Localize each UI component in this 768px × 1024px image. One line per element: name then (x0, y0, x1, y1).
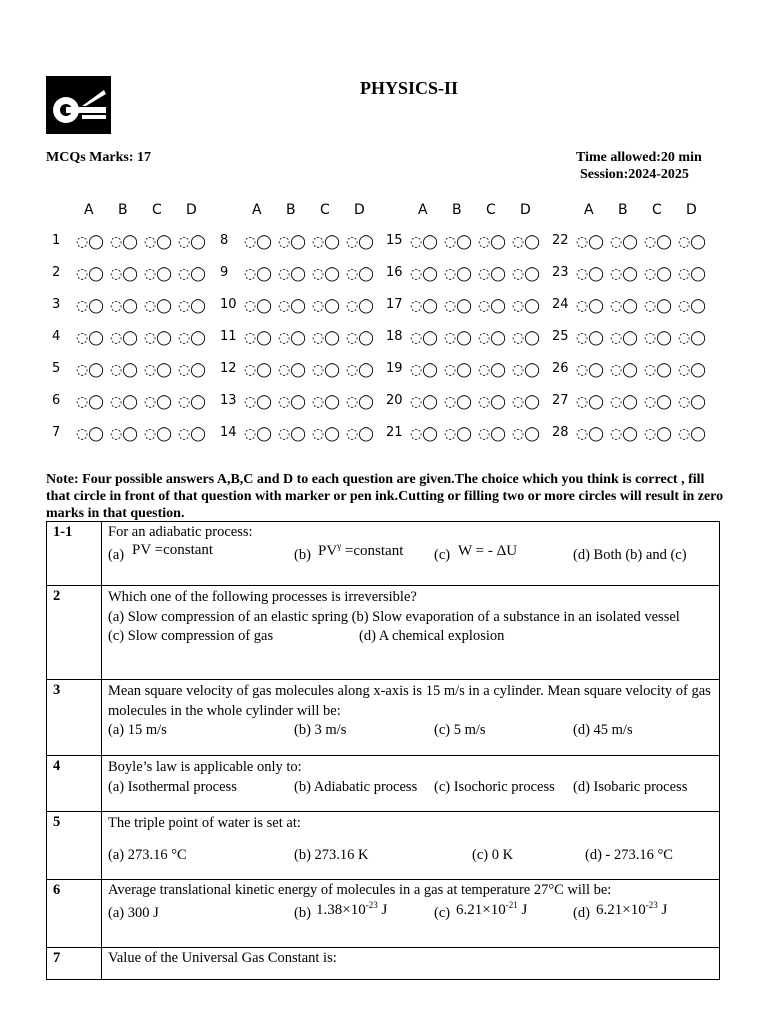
answer-bubble-c[interactable]: ◌◯ (478, 330, 506, 346)
question-row (47, 522, 720, 586)
answer-bubble-c[interactable]: ◌◯ (478, 234, 506, 250)
answer-bubble-d[interactable]: ◌◯ (178, 298, 206, 314)
answer-bubble-c[interactable]: ◌◯ (312, 234, 340, 250)
answer-bubble-d[interactable]: ◌◯ (346, 426, 374, 442)
answer-bubble-b[interactable]: ◌◯ (610, 394, 638, 410)
option-b: (b) 3 m/s (294, 722, 347, 738)
answer-bubble-d[interactable]: ◌◯ (512, 234, 540, 250)
answer-bubble-a[interactable]: ◌◯ (76, 362, 104, 378)
option-c: (c) Slow compression of gas (108, 628, 274, 644)
marks-label: MCQs Marks: 17 (46, 150, 151, 165)
answer-bubble-a[interactable]: ◌◯ (76, 266, 104, 282)
answer-bubble-a[interactable]: ◌◯ (410, 394, 438, 410)
answer-bubble-d[interactable]: ◌◯ (678, 394, 706, 410)
answer-bubble-a[interactable]: ◌◯ (244, 394, 272, 410)
answer-question-number: 28 (552, 425, 569, 440)
answer-bubble-a[interactable]: ◌◯ (410, 426, 438, 442)
answer-bubble-b[interactable]: ◌◯ (110, 234, 138, 250)
option-header-b: B (286, 202, 296, 218)
answer-bubble-a[interactable]: ◌◯ (244, 234, 272, 250)
answer-bubble-b[interactable]: ◌◯ (278, 394, 306, 410)
answer-bubble-c[interactable]: ◌◯ (644, 426, 672, 442)
answer-question-number: 24 (552, 297, 569, 312)
options-line: (a) Slow compression of an elastic spring (b) Slow evaporation of a substance in an isolated vessel (108, 608, 680, 625)
answer-bubble-b[interactable]: ◌◯ (278, 234, 306, 250)
answer-bubble-d[interactable]: ◌◯ (512, 362, 540, 378)
answer-question-number: 6 (52, 393, 61, 408)
answer-bubble-b[interactable]: ◌◯ (444, 266, 472, 282)
answer-bubble-b[interactable]: ◌◯ (278, 298, 306, 314)
option-b: (b) 273.16 K (294, 846, 369, 863)
question-row (47, 948, 720, 980)
option-c: (c) W = - ΔU (434, 543, 518, 563)
answer-bubble-b[interactable]: ◌◯ (444, 394, 472, 410)
answer-bubble-d[interactable]: ◌◯ (678, 234, 706, 250)
option-header-c: C (486, 202, 496, 218)
answer-bubble-d[interactable]: ◌◯ (346, 234, 374, 250)
question-text: The triple point of water is set at: (108, 815, 301, 831)
answer-bubble-a[interactable]: ◌◯ (76, 298, 104, 314)
answer-bubble-c[interactable]: ◌◯ (144, 330, 172, 346)
answer-question-number: 20 (386, 393, 403, 408)
option-d: (d) - 273.16 °C (585, 846, 673, 863)
answer-bubble-b[interactable]: ◌◯ (610, 426, 638, 442)
question-number: 1-1 (47, 522, 102, 586)
answer-question-number: 11 (220, 329, 237, 344)
answer-bubble-b[interactable]: ◌◯ (110, 266, 138, 282)
answer-bubble-c[interactable]: ◌◯ (144, 426, 172, 442)
answer-bubble-c[interactable]: ◌◯ (644, 362, 672, 378)
answer-question-number: 1 (52, 233, 61, 248)
question-row (47, 756, 720, 812)
answer-bubble-a[interactable]: ◌◯ (576, 426, 604, 442)
option-a: (a) 273.16 °C (108, 846, 187, 863)
answer-bubble-c[interactable]: ◌◯ (478, 394, 506, 410)
answer-bubble-d[interactable]: ◌◯ (178, 394, 206, 410)
answer-bubble-b[interactable]: ◌◯ (444, 298, 472, 314)
option-b: (b) (294, 905, 311, 921)
option-a: (a) PV =constant (108, 542, 214, 563)
option-d: (d) A chemical explosion (359, 628, 505, 644)
answer-bubble-c[interactable]: ◌◯ (644, 330, 672, 346)
option-c: (c) 0 K (472, 846, 514, 863)
option-b: (b) Adiabatic process (294, 778, 418, 795)
option-header-b: B (452, 202, 462, 218)
option-header-d: D (186, 202, 197, 218)
answer-bubble-a[interactable]: ◌◯ (244, 362, 272, 378)
option-b-formula: $1.38\times 10^{-23}$ J (316, 900, 388, 918)
answer-bubble-a[interactable]: ◌◯ (244, 298, 272, 314)
answer-bubble-a[interactable]: ◌◯ (244, 426, 272, 442)
answer-bubble-c[interactable]: ◌◯ (478, 362, 506, 378)
answer-bubble-b[interactable]: ◌◯ (444, 362, 472, 378)
option-d: (d) (573, 905, 590, 921)
answer-bubble-a[interactable]: ◌◯ (410, 266, 438, 282)
answer-bubble-d[interactable]: ◌◯ (512, 266, 540, 282)
option-d: (d) Both (b) and (c) (573, 547, 687, 563)
question-number: 5 (47, 812, 102, 880)
answer-bubble-a[interactable]: ◌◯ (410, 362, 438, 378)
answer-bubble-d[interactable]: ◌◯ (678, 266, 706, 282)
option-a: (a) 15 m/s (108, 722, 167, 738)
answer-bubble-c[interactable]: ◌◯ (644, 266, 672, 282)
option-header-b: B (618, 202, 628, 218)
answer-question-number: 8 (220, 233, 229, 248)
answer-bubble-b[interactable]: ◌◯ (110, 362, 138, 378)
option-header-a: A (252, 202, 262, 218)
question-text: For an adiabatic process: (108, 524, 253, 540)
answer-bubble-c[interactable]: ◌◯ (312, 426, 340, 442)
question-text: Value of the Universal Gas Constant is: (108, 950, 337, 966)
question-row (47, 586, 720, 680)
answer-question-number: 16 (386, 265, 403, 280)
answer-bubble-d[interactable]: ◌◯ (512, 330, 540, 346)
answer-bubble-c[interactable]: ◌◯ (478, 298, 506, 314)
answer-bubble-d[interactable]: ◌◯ (178, 330, 206, 346)
option-header-c: C (152, 202, 162, 218)
answer-question-number: 4 (52, 329, 61, 344)
answer-question-number: 18 (386, 329, 403, 344)
answer-bubble-d[interactable]: ◌◯ (346, 330, 374, 346)
answer-bubble-b[interactable]: ◌◯ (278, 362, 306, 378)
option-d: (d) 45 m/s (573, 722, 633, 738)
answer-bubble-b[interactable]: ◌◯ (444, 234, 472, 250)
answer-bubble-a[interactable]: ◌◯ (410, 234, 438, 250)
answer-question-number: 13 (220, 393, 237, 408)
question-row (47, 812, 720, 880)
answer-bubble-b[interactable]: ◌◯ (444, 330, 472, 346)
question-number: 4 (47, 756, 102, 812)
question-number: 3 (47, 680, 102, 756)
option-header-d: D (520, 202, 531, 218)
answer-bubble-a[interactable]: ◌◯ (76, 234, 104, 250)
answer-bubble-c[interactable]: ◌◯ (144, 362, 172, 378)
answer-bubble-b[interactable]: ◌◯ (278, 266, 306, 282)
answer-question-number: 5 (52, 361, 61, 376)
question-text: Average translational kinetic energy of molecules in a gas at temperature 27°C will be: (108, 882, 612, 898)
answer-bubble-a[interactable]: ◌◯ (576, 362, 604, 378)
answer-bubble-b[interactable]: ◌◯ (110, 426, 138, 442)
answer-bubble-a[interactable]: ◌◯ (244, 330, 272, 346)
option-d-formula: $6.21\times 10^{-23}$ J (596, 900, 668, 918)
question-text: Boyle’s law is applicable only to: (108, 759, 302, 775)
option-a: (a) 300 J (108, 905, 159, 921)
answer-bubble-b[interactable]: ◌◯ (610, 298, 638, 314)
answer-question-number: 3 (52, 297, 61, 312)
answer-bubble-c[interactable]: ◌◯ (312, 330, 340, 346)
option-b: (b) (294, 547, 311, 563)
option-d: (d) Isobaric process (573, 778, 688, 795)
answer-question-number: 27 (552, 393, 569, 408)
answer-bubble-c[interactable]: ◌◯ (478, 426, 506, 442)
page-title: PHYSICS-II (359, 78, 459, 98)
option-header-a: A (584, 202, 594, 218)
answer-bubble-a[interactable]: ◌◯ (576, 394, 604, 410)
answer-bubble-b[interactable]: ◌◯ (110, 394, 138, 410)
answer-bubble-d[interactable]: ◌◯ (178, 362, 206, 378)
question-row (47, 680, 720, 756)
option-header-a: A (84, 202, 94, 218)
option-header-c: C (652, 202, 662, 218)
answer-question-number: 2 (52, 265, 61, 280)
answer-bubble-a[interactable]: ◌◯ (576, 266, 604, 282)
answer-bubble-d[interactable]: ◌◯ (678, 362, 706, 378)
option-b-formula: $PV^\gamma$ =constant (318, 541, 404, 559)
answer-bubble-c[interactable]: ◌◯ (478, 266, 506, 282)
answer-bubble-d[interactable]: ◌◯ (512, 426, 540, 442)
option-header-d: D (354, 202, 365, 218)
answer-bubble-b[interactable]: ◌◯ (610, 330, 638, 346)
answer-bubble-a[interactable]: ◌◯ (244, 266, 272, 282)
answer-bubble-c[interactable]: ◌◯ (312, 362, 340, 378)
option-a: (a) Isothermal process (108, 778, 237, 795)
answer-bubble-d[interactable]: ◌◯ (346, 298, 374, 314)
option-header-b: B (118, 202, 128, 218)
answer-bubble-b[interactable]: ◌◯ (610, 362, 638, 378)
answer-bubble-b[interactable]: ◌◯ (110, 298, 138, 314)
question-text: Which one of the following processes is irreversible? (108, 589, 417, 605)
answer-bubble-d[interactable]: ◌◯ (346, 362, 374, 378)
option-header-d: D (686, 202, 697, 218)
answer-question-number: 22 (552, 233, 569, 248)
option-header-c: C (320, 202, 330, 218)
answer-question-number: 26 (552, 361, 569, 376)
answer-bubble-b[interactable]: ◌◯ (278, 426, 306, 442)
answer-bubble-a[interactable]: ◌◯ (410, 298, 438, 314)
answer-question-number: 7 (52, 425, 61, 440)
answer-bubble-d[interactable]: ◌◯ (678, 298, 706, 314)
answer-question-number: 15 (386, 233, 403, 248)
option-c: (c) (434, 905, 451, 921)
answer-question-number: 12 (220, 361, 237, 376)
answer-bubble-a[interactable]: ◌◯ (576, 234, 604, 250)
questions-table (46, 521, 720, 980)
answer-bubble-a[interactable]: ◌◯ (76, 394, 104, 410)
answer-bubble-d[interactable]: ◌◯ (178, 266, 206, 282)
option-c: (c) Isochoric process (434, 778, 555, 795)
answer-bubble-a[interactable]: ◌◯ (576, 330, 604, 346)
answer-bubble-d[interactable]: ◌◯ (678, 426, 706, 442)
answer-bubble-d[interactable]: ◌◯ (512, 298, 540, 314)
answer-bubble-d[interactable]: ◌◯ (178, 426, 206, 442)
answer-bubble-d[interactable]: ◌◯ (512, 394, 540, 410)
answer-bubble-d[interactable]: ◌◯ (346, 394, 374, 410)
answer-bubble-c[interactable]: ◌◯ (144, 266, 172, 282)
answer-bubble-b[interactable]: ◌◯ (110, 330, 138, 346)
answer-bubble-c[interactable]: ◌◯ (644, 394, 672, 410)
answer-question-number: 25 (552, 329, 569, 344)
answer-bubble-c[interactable]: ◌◯ (644, 298, 672, 314)
answer-bubble-a[interactable]: ◌◯ (76, 330, 104, 346)
answer-bubble-b[interactable]: ◌◯ (278, 330, 306, 346)
answer-bubble-a[interactable]: ◌◯ (410, 330, 438, 346)
answer-bubble-a[interactable]: ◌◯ (576, 298, 604, 314)
answer-bubble-c[interactable]: ◌◯ (312, 266, 340, 282)
answer-bubble-b[interactable]: ◌◯ (610, 266, 638, 282)
answer-bubble-c[interactable]: ◌◯ (312, 394, 340, 410)
answer-question-number: 14 (220, 425, 237, 440)
answer-bubble-b[interactable]: ◌◯ (610, 234, 638, 250)
answer-bubble-d[interactable]: ◌◯ (346, 266, 374, 282)
question-number: 7 (47, 948, 102, 980)
answer-bubble-c[interactable]: ◌◯ (144, 234, 172, 250)
answer-question-number: 21 (386, 425, 403, 440)
answer-question-number: 10 (220, 297, 237, 312)
option-c-formula: $6.21\times 10^{-21}$ J (456, 900, 528, 918)
answer-question-number: 23 (552, 265, 569, 280)
option-header-a: A (418, 202, 428, 218)
question-number: 6 (47, 880, 102, 948)
question-text: Mean square velocity of gas molecules along x-axis is 15 m/s in a cylinder. Mean square velocity of gas molecules in the whole cylinder will be: (108, 683, 711, 719)
answer-bubble-c[interactable]: ◌◯ (144, 298, 172, 314)
answer-bubble-c[interactable]: ◌◯ (312, 298, 340, 314)
answer-bubble-d[interactable]: ◌◯ (178, 234, 206, 250)
answer-bubble-a[interactable]: ◌◯ (76, 426, 104, 442)
answer-question-number: 9 (220, 265, 229, 280)
answer-bubble-c[interactable]: ◌◯ (644, 234, 672, 250)
time-allowed: Time allowed:20 min (576, 150, 702, 165)
answer-question-number: 17 (386, 297, 403, 312)
option-c: (c) 5 m/s (434, 722, 486, 738)
answer-bubble-b[interactable]: ◌◯ (444, 426, 472, 442)
session-label: Session:2024-2025 (580, 167, 689, 182)
answer-bubble-d[interactable]: ◌◯ (678, 330, 706, 346)
question-number: 2 (47, 586, 102, 680)
answer-question-number: 19 (386, 361, 403, 376)
answer-bubble-c[interactable]: ◌◯ (144, 394, 172, 410)
question-row (47, 880, 720, 948)
instructions-note: Note: Four possible answers A,B,C and D to each question are given.The choice which you think is correct , fill that circle in front of that question with marker or pen ink.Cutting or filling two or more circles will result in zero marks in that question. (46, 472, 724, 521)
